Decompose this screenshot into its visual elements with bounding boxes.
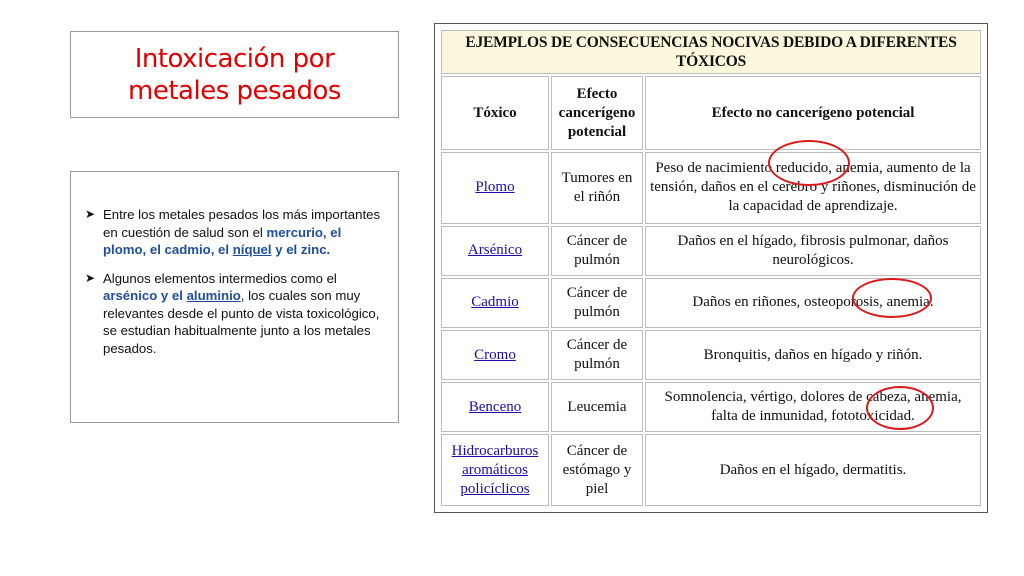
table-row <box>441 382 981 432</box>
slide-title-line1: Intoxicación por <box>134 43 335 74</box>
cancer-cell: Cáncer de pulmón <box>551 226 643 276</box>
toxic-link[interactable]: Cromo <box>474 346 516 363</box>
toxic-link[interactable]: Arsénico <box>467 242 523 259</box>
bullet-link[interactable]: aluminio <box>186 288 241 303</box>
cancer-cell: Cáncer de estómago y piel <box>551 434 643 506</box>
table-row <box>441 330 981 380</box>
bullet-link[interactable]: níquel <box>232 242 272 257</box>
toxics-table-image <box>434 23 988 513</box>
cancer-cell: Leucemia <box>551 382 643 432</box>
header-noncancer: Efecto no cancerígeno potencial <box>645 76 981 150</box>
noncancer-cell: Daños en riñones, osteoporosis, anemia. <box>645 278 981 328</box>
header-cancer: Efecto cancerígeno potencial <box>551 76 643 150</box>
toxic-link[interactable]: Cadmio <box>471 294 519 311</box>
slide-title-line2: metales pesados <box>128 75 341 106</box>
cancer-cell: Cáncer de pulmón <box>551 278 643 328</box>
noncancer-cell: Somnolencia, vértigo, dolores de cabeza, anemia, falta de inmunidad, fototoxicidad. <box>645 382 981 432</box>
table-row <box>441 278 981 328</box>
toxic-link[interactable]: Plomo <box>475 179 515 196</box>
toxic-link[interactable]: Benceno <box>468 398 522 415</box>
arrow-bullet-icon: ➤ <box>85 207 96 221</box>
table-row <box>441 226 981 276</box>
noncancer-cell: Bronquitis, daños en hígado y riñón. <box>645 330 981 380</box>
slide-title <box>128 43 341 107</box>
noncancer-cell: Peso de nacimiento reducido, anemia, aumento de la tensión, daños en el cerebro y riñones, disminución de la capacidad de aprendizaje. <box>645 152 981 224</box>
cancer-cell: Cáncer de pulmón <box>551 330 643 380</box>
bullet-list <box>83 206 386 357</box>
noncancer-cell: Daños en el hígado, dermatitis. <box>645 434 981 506</box>
toxics-table <box>439 28 983 508</box>
table-row <box>441 434 981 506</box>
noncancer-cell: Daños en el hígado, fibrosis pulmonar, daños neurológicos. <box>645 226 981 276</box>
bullet-text: , los cuales son muy relevantes desde el punto de vista toxicológico, se estudian habitualmente junto a los metales pesados. <box>103 288 380 356</box>
bullet-text: Entre los metales pesados los más importantes en cuestión de salud son el <box>103 207 381 240</box>
toxic-link[interactable]: Hidrocarburos aromáticos policíclicos <box>451 442 539 497</box>
bullet-highlight: y el zinc. <box>271 242 331 257</box>
arrow-bullet-icon: ➤ <box>85 270 96 285</box>
table-row <box>441 152 981 224</box>
bullet-highlight: arsénico y el <box>103 288 187 303</box>
bullet-item <box>83 270 386 358</box>
slide-title-box <box>70 31 399 118</box>
bullet-highlight: mercurio, el plomo, el cadmio, el <box>103 224 342 257</box>
cancer-cell: Tumores en el riñón <box>551 152 643 224</box>
bullet-text-box <box>70 171 399 423</box>
table-title: EJEMPLOS DE CONSECUENCIAS NOCIVAS DEBIDO A DIFERENTES TÓXICOS <box>441 30 981 74</box>
header-toxic: Tóxico <box>441 76 549 150</box>
bullet-item <box>83 206 386 259</box>
bullet-text: Algunos elementos intermedios como el <box>103 270 337 286</box>
